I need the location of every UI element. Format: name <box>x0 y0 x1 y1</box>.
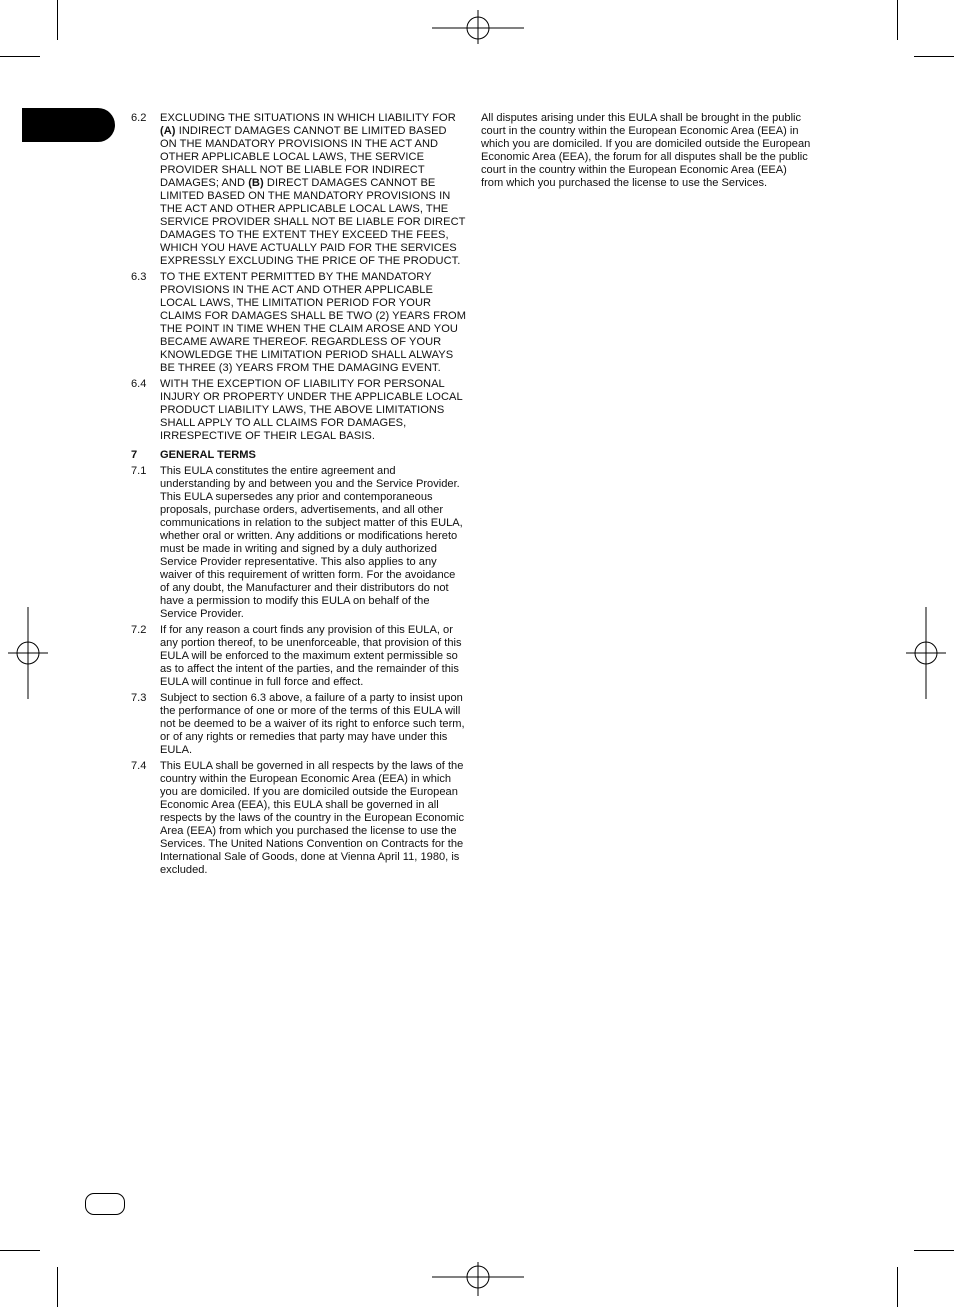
clause-text: This EULA shall be governed in all respects by the laws of the country within the European Economic Area (EEA) in which you are domiciled. If you are domiciled outside the European Economic Area (EEA), this EULA shall be governed in all respects by the laws of the country in the European Economic Area (EEA) from which you purchased the license to use the Services. The United Nations Convention on Contracts for the International Sale of Goods, done at Vienna April 11, 1980, is excluded. <box>160 760 465 876</box>
clause-number: 7.2 <box>131 624 147 636</box>
clause-text: If for any reason a court finds any provision of this EULA, or any portion thereof, to be unenforceable, that provision of this EULA will be enforced to the maximum extent permissible so as to affect the intent of the parties, and the remainder of this EULA will continue in full force and effect. <box>160 624 462 688</box>
crop-mark <box>897 1267 898 1307</box>
registration-mark-icon <box>432 8 524 44</box>
clause-text-part: INDIRECT DAMAGES CANNOT BE LIMITED BASED ON THE MANDATORY PROVISIONS IN THE ACT AND OTHER APPLICABLE LOCAL LAWS, THE SERVICE PROVIDER SHALL NOT BE LIABLE FOR INDIRECT DAMAGES; AND <box>160 125 447 189</box>
clause-7-2 <box>131 624 466 689</box>
clause-text: Subject to section 6.3 above, a failure of a party to insist upon the performance of one or more of the terms of this EULA will not be deemed to be a waiver of its right to enforce such term, or of any rights or remedies that party may have under this EULA. <box>160 692 465 756</box>
clause-6-3 <box>131 271 466 375</box>
clause-7-3 <box>131 692 466 757</box>
clause-text <box>160 112 466 268</box>
registration-mark-icon <box>904 607 950 699</box>
section-tab <box>22 108 115 142</box>
registration-mark-icon <box>432 1262 524 1298</box>
crop-mark <box>57 1267 58 1307</box>
crop-mark <box>0 1250 40 1251</box>
section-heading <box>131 449 466 462</box>
left-column <box>131 112 466 880</box>
clause-number: 7.3 <box>131 692 147 704</box>
clause-number: 6.4 <box>131 378 147 390</box>
clause-number: 7.4 <box>131 760 147 772</box>
section-title: GENERAL TERMS <box>160 449 256 461</box>
clause-text-bold: (A) <box>160 125 176 137</box>
crop-mark <box>0 56 40 57</box>
clause-text: WITH THE EXCEPTION OF LIABILITY FOR PERSONAL INJURY OR PROPERTY UNDER THE APPLICABLE LOCAL PRODUCT LIABILITY LAWS, THE ABOVE LIMITATIONS SHALL APPLY TO ALL CLAIMS FOR DAMAGES, IRRESPECTIVE OF THEIR LEGAL BASIS. <box>160 378 463 442</box>
clause-text-bold: (B) <box>248 177 264 189</box>
crop-mark <box>57 0 58 40</box>
clause-7-1 <box>131 465 466 621</box>
disputes-paragraph: All disputes arising under this EULA shall be brought in the public court in the country within the European Economic Area (EEA) in which you are domiciled. If you are domiciled outside the European Economic Area (EEA), the forum for all disputes shall be the public court in the country within the European Economic Area (EEA) from which you purchased the license to use the Services. <box>481 112 811 189</box>
section-number: 7 <box>131 449 138 461</box>
page-number-box <box>85 1193 125 1215</box>
registration-mark-icon <box>4 607 50 699</box>
crop-mark <box>914 1250 954 1251</box>
clause-text-part: EXCLUDING THE SITUATIONS IN WHICH LIABILITY FOR <box>160 112 456 124</box>
clause-6-2 <box>131 112 466 268</box>
clause-7-4 <box>131 760 466 877</box>
clause-text: This EULA constitutes the entire agreement and understanding by and between you and the Service Provider. This EULA supersedes any prior and contemporaneous proposals, purchase orders, advertisements, and all other communications in relation to the subject matter of this EULA, whether oral or written. Any additions or modifications hereto must be made in writing and signed by a duly authorized Service Provider representative. This also applies to any waiver of this requirement of written form. For the avoidance of any doubt, the Manufacturer and their distributors do not have a permission to modify this EULA on behalf of the Service Provider. <box>160 465 463 620</box>
clause-number: 6.2 <box>131 112 147 124</box>
crop-mark <box>897 0 898 40</box>
clause-6-4 <box>131 378 466 443</box>
right-column <box>481 112 811 190</box>
clause-text-part: DIRECT DAMAGES CANNOT BE LIMITED BASED ON THE MANDATORY PROVISIONS IN THE ACT AND OTHER APPLICABLE LOCAL LAWS, THE SERVICE PROVIDER SHALL NOT BE LIABLE FOR DIRECT DAMAGES TO THE EXTENT THEY EXCEED THE FEES, WHICH YOU HAVE ACTUALLY PAID FOR THE SERVICES EXPRESSLY EXCLUDING THE PRICE OF THE PRODUCT. <box>160 177 466 267</box>
clause-number: 7.1 <box>131 465 147 477</box>
crop-mark <box>914 56 954 57</box>
clause-text: TO THE EXTENT PERMITTED BY THE MANDATORY PROVISIONS IN THE ACT AND OTHER APPLICABLE LOCAL LAWS, THE LIMITATION PERIOD FOR YOUR CLAIMS FOR DAMAGES SHALL BE TWO (2) YEARS FROM THE POINT IN TIME WHEN THE CLAIM AROSE AND YOU BECAME AWARE THEREOF. REGARDLESS OF YOUR KNOWLEDGE THE LIMITATION PERIOD SHALL ALWAYS BE THREE (3) YEARS FROM THE DAMAGING EVENT. <box>160 271 466 374</box>
clause-number: 6.3 <box>131 271 147 283</box>
